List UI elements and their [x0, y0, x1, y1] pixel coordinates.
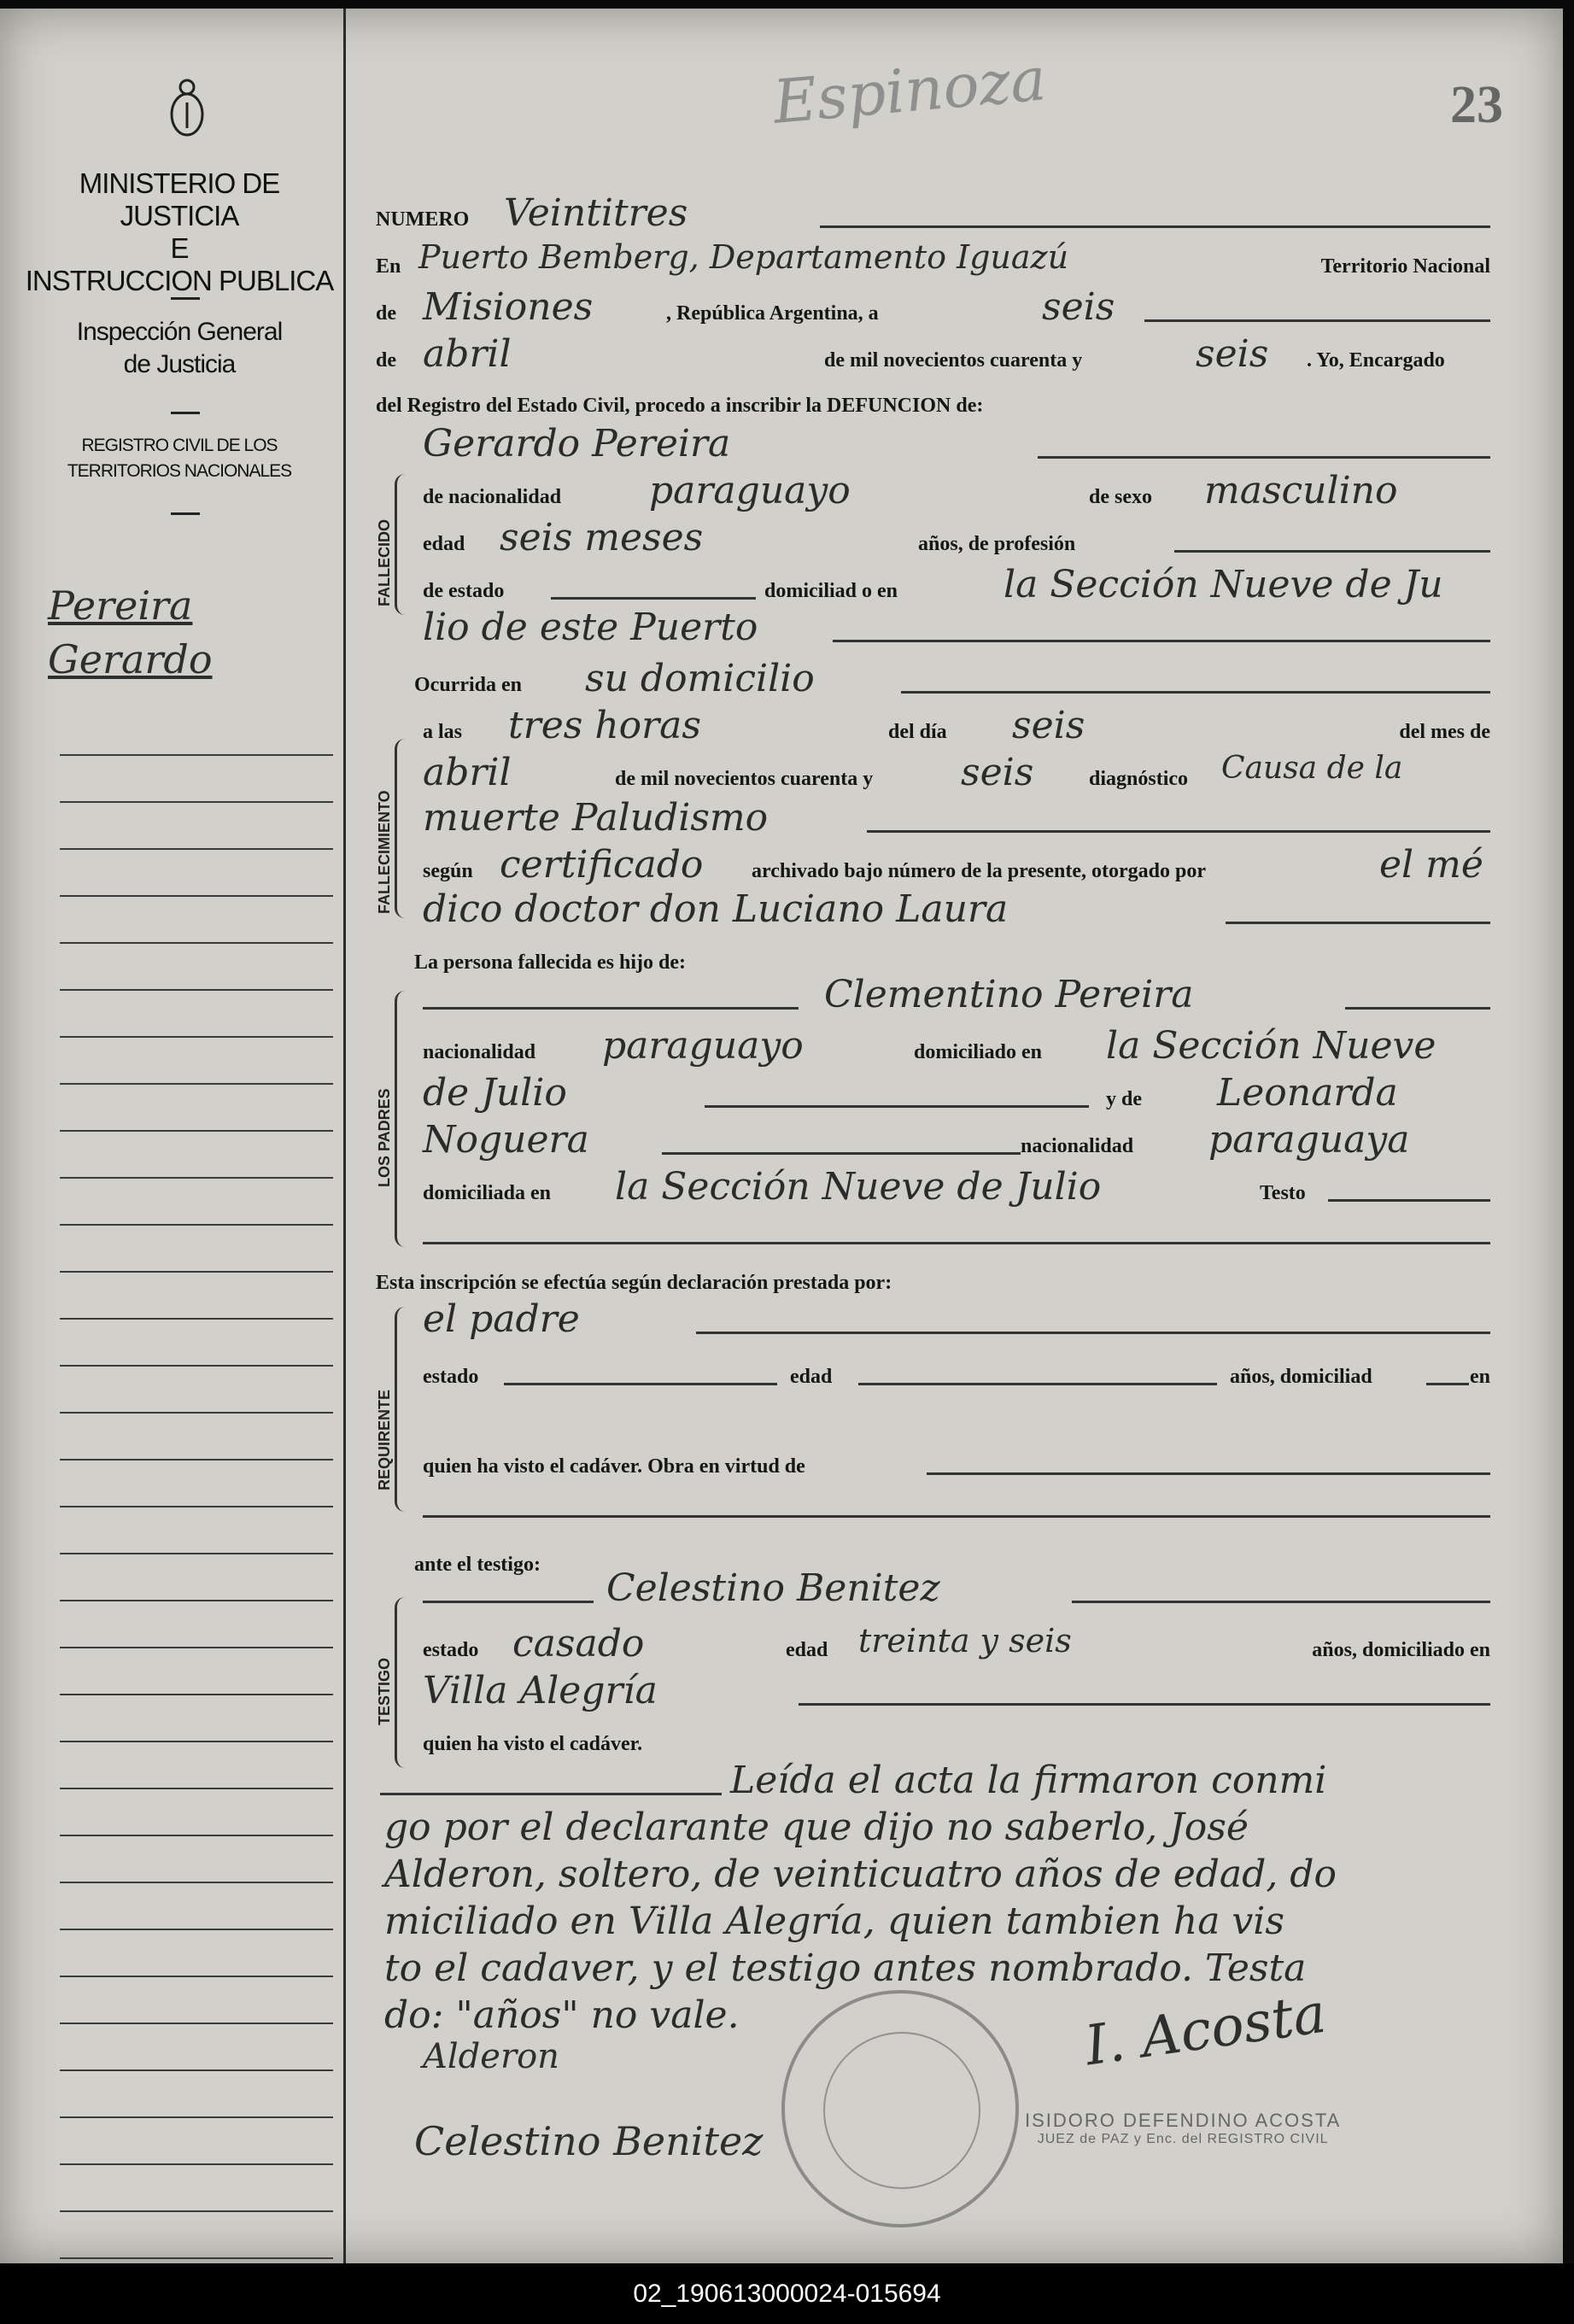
testigo-estado-line — [423, 1622, 1490, 1671]
official-seal — [781, 1990, 1019, 2227]
padres-blank-line — [423, 1213, 1490, 1257]
madre-dom-line — [423, 1165, 1490, 1215]
nota-text-2: go por el declarante que dijo no saberlo, José — [384, 1806, 1249, 1849]
dia-value: seis — [1042, 285, 1115, 329]
testigo-label: ante el testigo: — [414, 1554, 541, 1576]
numero-label: NUMERO — [376, 208, 470, 231]
padre-dom-label: domiciliado en — [914, 1041, 1043, 1063]
test-cadaver-label: quien ha visto el cadáver. — [423, 1733, 643, 1755]
signature-declarante: Alderon — [423, 2037, 559, 2076]
padre-nombre: Clementino Pereira — [824, 973, 1194, 1016]
declarante-value: el padre — [423, 1297, 580, 1341]
del-dia-label: del día — [888, 721, 947, 743]
margin-surname: Pereira — [48, 582, 193, 629]
de-mil-label: de mil novecientos cuarenta y — [615, 768, 874, 790]
domicilio-value: la Sección Nueve de Ju — [1003, 563, 1443, 606]
stamp-name: ISIDORO DEFENDINO ACOSTA — [1025, 2110, 1342, 2131]
diagnostico-label: diagnóstico — [1089, 768, 1189, 790]
divider — [171, 512, 200, 515]
signature-oficial: I. Acosta — [1081, 1982, 1331, 2079]
causa-value-2: muerte Paludismo — [423, 796, 769, 840]
signature-stamp — [1025, 2110, 1341, 2147]
padre-dom-value-2: de Julio — [423, 1071, 567, 1115]
req-anos-label: años, domiciliad — [1230, 1366, 1372, 1388]
encargado-label: . Yo, Encargado — [1307, 349, 1445, 372]
otorgado-line2 — [423, 887, 1490, 937]
a-las-label: a las — [423, 721, 463, 743]
nota-text-5: to el cadaver, y el testigo antes nombrado. Testa — [384, 1946, 1307, 1990]
inspection-heading: Inspección General de Justicia — [76, 318, 283, 378]
numero-line — [376, 191, 1490, 241]
registry-page — [0, 9, 1563, 2263]
nota-text-3: Alderon, soltero, de veinticuatro años de edad, do — [384, 1853, 1337, 1896]
req-edad-label: edad — [790, 1366, 833, 1388]
persona-label: La persona fallecida es hijo de: — [414, 951, 686, 974]
nota-line — [384, 1853, 1490, 1902]
page-number: 23 — [1450, 76, 1503, 134]
section-padres: LOS PADRES — [376, 1088, 393, 1187]
domicilio-line2 — [423, 606, 1490, 655]
nota-text-1: Leída el acta la firmaron conmi — [730, 1759, 1327, 1802]
anio-fallecimiento-value: seis — [961, 751, 1034, 794]
madre-nac-label: nacionalidad — [1021, 1135, 1134, 1157]
anos-label: años, de profesión — [918, 533, 1076, 555]
archivado-label: archivado bajo número de la presente, otorgado por — [752, 860, 1206, 882]
provincia-line — [376, 285, 1490, 335]
test-domicilio-value: Villa Alegría — [423, 1669, 658, 1712]
mes-value: abril — [423, 332, 512, 376]
declarante-line — [423, 1297, 1490, 1347]
fecha-fallecimiento-line — [423, 751, 1490, 800]
mes-fallecimiento-value: abril — [423, 751, 512, 794]
nota-text-6: do: "años" no vale. — [384, 1993, 740, 2037]
madre-apellido: Noguera — [423, 1118, 589, 1162]
nota-line — [384, 1900, 1490, 1949]
registro-label: del Registro del Estado Civil, procedo a inscribir la DEFUNCION de: — [376, 395, 984, 417]
req-en-label: en — [1470, 1366, 1490, 1388]
req-estado-label: estado — [423, 1366, 479, 1388]
coat-of-arms-icon — [167, 75, 207, 143]
section-requirente: REQUIRENTE — [376, 1389, 393, 1490]
brace — [395, 474, 409, 615]
madre-nombre: Leonarda — [1217, 1071, 1398, 1115]
req-cadaver-label: quien ha visto el cadáver. Obra en virtud de — [423, 1455, 805, 1478]
inscripcion-label: Esta inscripción se efectúa según declaración prestada por: — [376, 1272, 892, 1294]
test-edad-label: edad — [786, 1639, 828, 1661]
nota-line — [384, 1806, 1490, 1855]
stamp-title: JUEZ de PAZ y Enc. del REGISTRO CIVIL — [1037, 2132, 1329, 2146]
ocurrida-label: Ocurrida en — [414, 674, 522, 696]
y-de-label: y de — [1106, 1088, 1142, 1110]
fallecido-nombre: Gerardo Pereira — [423, 422, 731, 465]
lugar-value: Puerto Bemberg, Departamento Iguazú — [418, 238, 1069, 276]
section-fallecimiento: FALLECIMIENTO — [376, 790, 393, 914]
causa-line2 — [423, 796, 1490, 846]
testigo-nombre-line — [423, 1566, 1490, 1616]
provincia-value: Misiones — [423, 285, 594, 329]
testo-label: Testo — [1260, 1182, 1306, 1204]
padre-dom-value: la Sección Nueve — [1106, 1024, 1436, 1068]
nota-line — [384, 1946, 1490, 1996]
image-caption: 02_190613000024-015694 — [0, 2263, 1574, 2324]
edad-label: edad — [423, 533, 465, 555]
nota-text-4: miciliado en Villa Alegría, quien tambien ha vis — [384, 1900, 1284, 1943]
brace — [395, 739, 409, 918]
padre-nac-value: paraguayo — [602, 1024, 804, 1068]
fecha-line — [376, 332, 1490, 382]
de-label: de — [376, 349, 396, 372]
edad-value: seis meses — [500, 516, 704, 559]
anio-value: seis — [1196, 332, 1269, 376]
madre-line — [423, 1118, 1490, 1168]
lugar-line — [376, 238, 1490, 288]
hora-value: tres horas — [508, 704, 701, 747]
territorio-label: Territorio Nacional — [1320, 255, 1490, 278]
madre-dom-value: la Sección Nueve de Julio — [615, 1165, 1102, 1209]
hora-line — [423, 704, 1490, 753]
margin-ruled-lines — [60, 709, 333, 2263]
divider — [171, 297, 200, 300]
sexo-label: de sexo — [1089, 486, 1152, 508]
ministry-heading: MINISTERIO DE JUSTICIA E INSTRUCCION PUBLICA — [25, 167, 334, 296]
estado-label: de estado — [423, 580, 505, 602]
ocurrida-line — [414, 657, 1490, 706]
registry-heading: REGISTRO CIVIL DE LOS TERRITORIOS NACIONALES — [67, 436, 292, 481]
madre-dom-label: domiciliada en — [423, 1182, 552, 1204]
nota-line — [380, 1759, 1490, 1808]
otorgado-value: el mé — [1379, 843, 1483, 887]
test-edad-value: treinta y seis — [858, 1622, 1072, 1660]
padre-nac-line — [423, 1024, 1490, 1074]
ocurrida-value: su domicilio — [585, 657, 815, 700]
top-stamp: Espinoza — [770, 44, 1050, 138]
republica-label: , República Argentina, a — [666, 302, 879, 325]
section-testigo: TESTIGO — [376, 1657, 393, 1725]
edad-line — [423, 516, 1490, 565]
causa-value: Causa de la — [1221, 751, 1403, 786]
segun-value: certificado — [500, 843, 704, 887]
test-estado-label: estado — [423, 1639, 479, 1661]
test-estado-value: casado — [512, 1622, 645, 1665]
req-cadaver-line — [423, 1443, 1490, 1488]
del-mes-label: del mes de — [1399, 721, 1490, 743]
segun-label: según — [423, 860, 473, 882]
otorgado-value-2: dico doctor don Luciano Laura — [423, 887, 1009, 931]
req-estado-line — [423, 1354, 1490, 1398]
anio-label: de mil novecientos cuarenta y — [824, 349, 1083, 372]
brace — [395, 1597, 409, 1768]
madre-nac-value: paraguaya — [1208, 1118, 1410, 1162]
nacionalidad-value: paraguayo — [649, 469, 851, 512]
padre-line — [423, 973, 1490, 1022]
divider — [171, 412, 200, 414]
brace — [395, 991, 409, 1247]
dia-fallecimiento-value: seis — [1012, 704, 1085, 747]
testigo-domicilio-line — [423, 1669, 1490, 1718]
sexo-value: masculino — [1204, 469, 1398, 512]
padre-dom-line2 — [423, 1071, 1490, 1121]
numero-value: Veintitres — [504, 191, 688, 235]
brace — [395, 1307, 409, 1512]
domiciliado-label: domiciliad o en — [764, 580, 898, 602]
nacionalidad-label: de nacionalidad — [423, 486, 562, 508]
test-anos-label: años, domiciliado en — [1312, 1639, 1490, 1661]
padre-nac-label: nacionalidad — [423, 1041, 536, 1063]
testigo-nombre: Celestino Benitez — [606, 1566, 940, 1610]
req-blank-line — [423, 1486, 1490, 1531]
nacionalidad-line — [423, 469, 1490, 518]
fallecido-nombre-line — [423, 422, 1490, 471]
domicilio-value-2: lio de este Puerto — [423, 606, 758, 649]
margin-given-name: Gerardo — [48, 636, 213, 682]
margin-column — [0, 9, 346, 2263]
de-label: de — [376, 302, 396, 325]
signature-testigo: Celestino Benitez — [414, 2118, 764, 2164]
section-fallecido: FALLECIDO — [376, 519, 393, 606]
en-label: En — [376, 255, 401, 278]
segun-line — [423, 843, 1490, 893]
registro-line — [376, 383, 1490, 427]
